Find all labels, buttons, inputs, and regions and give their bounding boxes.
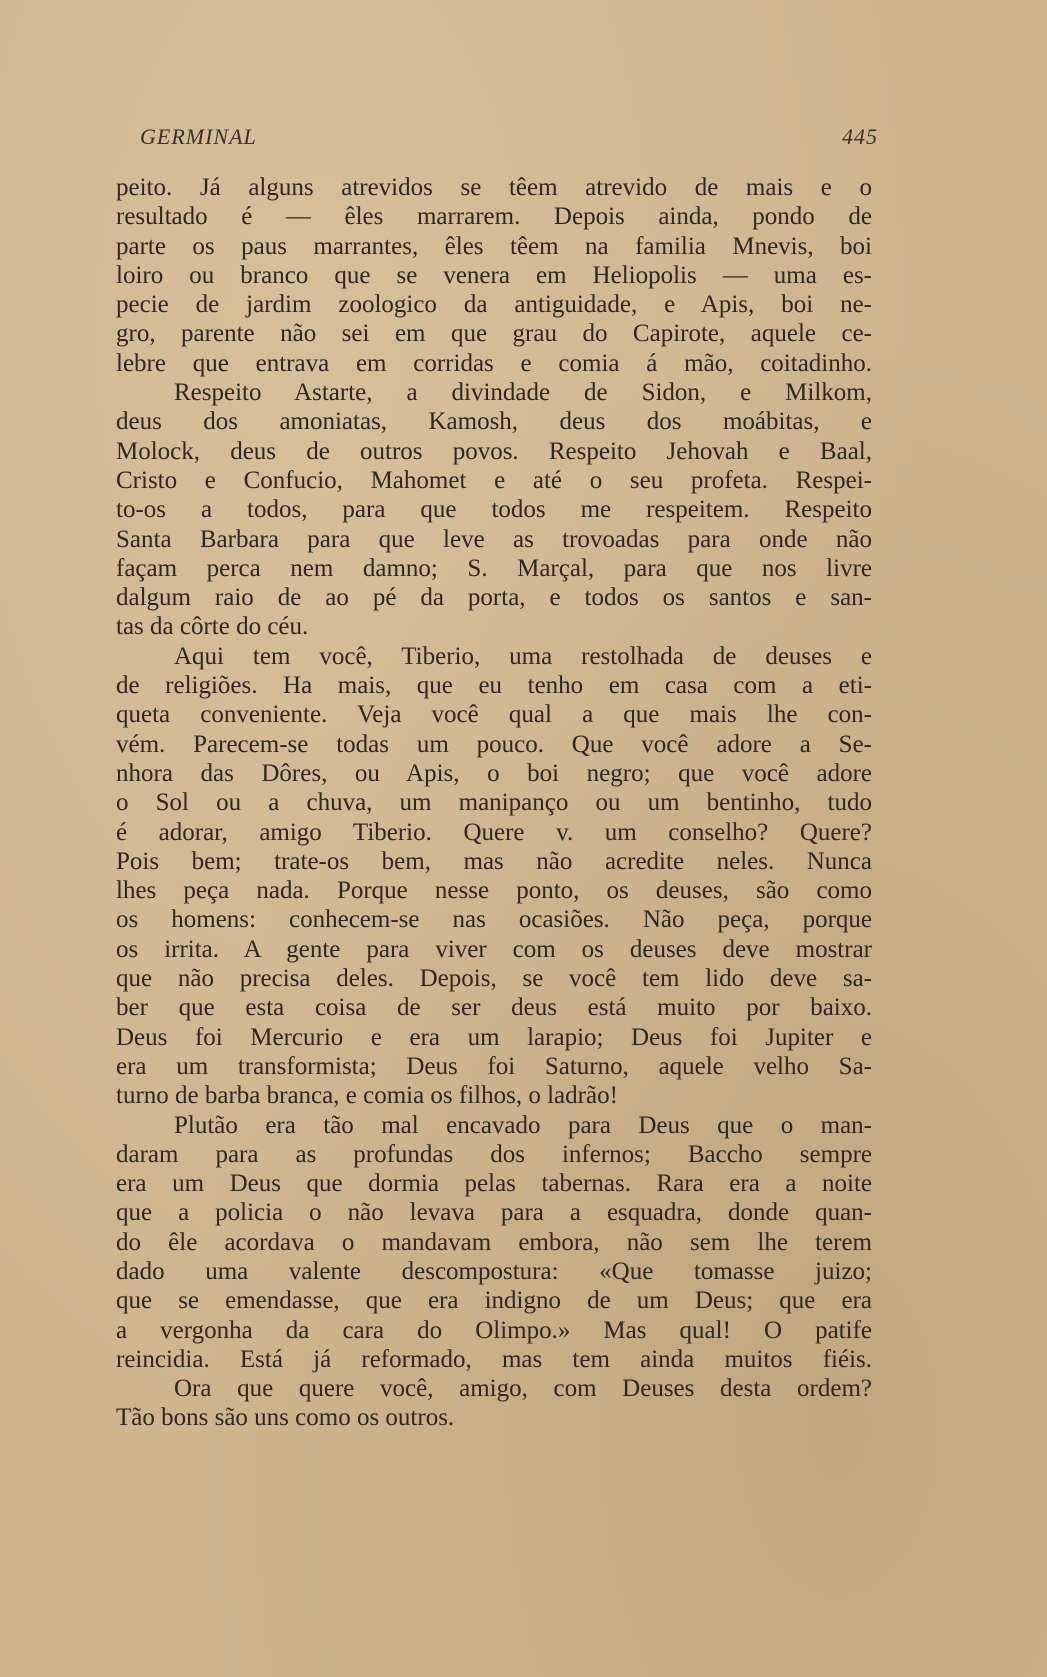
text-line: nhora das Dôres, ou Apis, o boi negro; que você adore [116,759,872,787]
text-line: dado uma valente descompostura: «Que tomasse juizo; [116,1257,872,1285]
body-text [116,173,872,1433]
text-line: Cristo e Confucio, Mahomet e até o seu profeta. Respei- [116,466,872,494]
text-line: to-os a todos, para que todos me respeitem. Respeito [116,496,872,524]
text-line: Santa Barbara para que leve as trovoadas para onde não [116,525,872,553]
text-line: Molock, deus de outros povos. Respeito Jehovah e Baal, [116,437,872,465]
text-line: era um Deus que dormia pelas tabernas. Rara era a noite [116,1170,872,1198]
text-line: dalgum raio de ao pé da porta, e todos os santos e san- [116,584,872,612]
text-line: é adorar, amigo Tiberio. Quere v. um conselho? Quere? [116,818,872,846]
text-line: Ora que quere você, amigo, com Deuses desta ordem? [174,1375,872,1403]
text-line: gro, parente não sei em que grau do Capirote, aquele ce- [116,320,872,348]
text-line: que se emendasse, que era indigno de um Deus; que era [116,1287,872,1315]
text-line: turno de barba branca, e comia os filhos, o ladrão! [116,1082,618,1110]
text-line: loiro ou branco que se venera em Heliopolis — uma es- [116,261,872,289]
text-line: queta conveniente. Veja você qual a que mais lhe con- [116,701,872,729]
text-line: ber que esta coisa de ser deus está muito por baixo. [116,994,872,1022]
page-number: 445 [842,124,878,149]
text-line: resultado é — êles marrarem. Depois ainda, pondo de [116,203,872,231]
text-line: Pois bem; trate-os bem, mas não acredite neles. Nunca [116,847,872,875]
text-line: era um transformista; Deus foi Saturno, aquele velho Sa- [116,1052,872,1080]
running-title: GERMINAL [140,124,257,149]
text-line: Plutão era tão mal encavado para Deus que o man- [174,1111,872,1139]
text-line: que a policia o não levava para a esquadra, donde quan- [116,1199,872,1227]
text-line: daram para as profundas dos infernos; Baccho sempre [116,1140,872,1168]
text-line: o Sol ou a chuva, um manipanço ou um bentinho, tudo [116,789,872,817]
text-line: lebre que entrava em corridas e comia á mão, coitadinho. [116,349,872,377]
text-line: Aqui tem você, Tiberio, uma restolhada de deuses e [174,642,872,670]
text-line: reincidia. Está já reformado, mas tem ainda muitos fiéis. [116,1345,872,1373]
text-line: deus dos amoniatas, Kamosh, deus dos moábitas, e [116,408,872,436]
text-line: os irrita. A gente para viver com os deuses deve mostrar [116,935,872,963]
text-line: lhes peça nada. Porque nesse ponto, os deuses, são como [116,877,872,905]
text-line: que não precisa deles. Depois, se você tem lido deve sa- [116,965,872,993]
text-line: façam perca nem damno; S. Marçal, para que nos livre [116,554,872,582]
text-line: Respeito Astarte, a divindade de Sidon, e Milkom, [174,379,872,407]
text-line: pecie de jardim zoologico da antiguidade, e Apis, boi ne- [116,291,872,319]
text-line: Deus foi Mercurio e era um larapio; Deus foi Jupiter e [116,1023,872,1051]
text-line: a vergonha da cara do Olimpo.» Mas qual! O patife [116,1316,872,1344]
text-line: de religiões. Ha mais, que eu tenho em casa com a eti- [116,672,872,700]
text-line: os homens: conhecem-se nas ocasiões. Não peça, porque [116,906,872,934]
text-line: tas da côrte do céu. [116,613,309,641]
text-line: Tão bons são uns como os outros. [116,1404,455,1432]
text-line: do êle acordava o mandavam embora, não sem lhe terem [116,1228,872,1256]
text-line: parte os paus marrantes, êles têem na familia Mnevis, boi [116,232,872,260]
text-line: vém. Parecem-se todas um pouco. Que você adore a Se- [116,730,872,758]
text-line: peito. Já alguns atrevidos se têem atrevido de mais e o [116,174,872,201]
